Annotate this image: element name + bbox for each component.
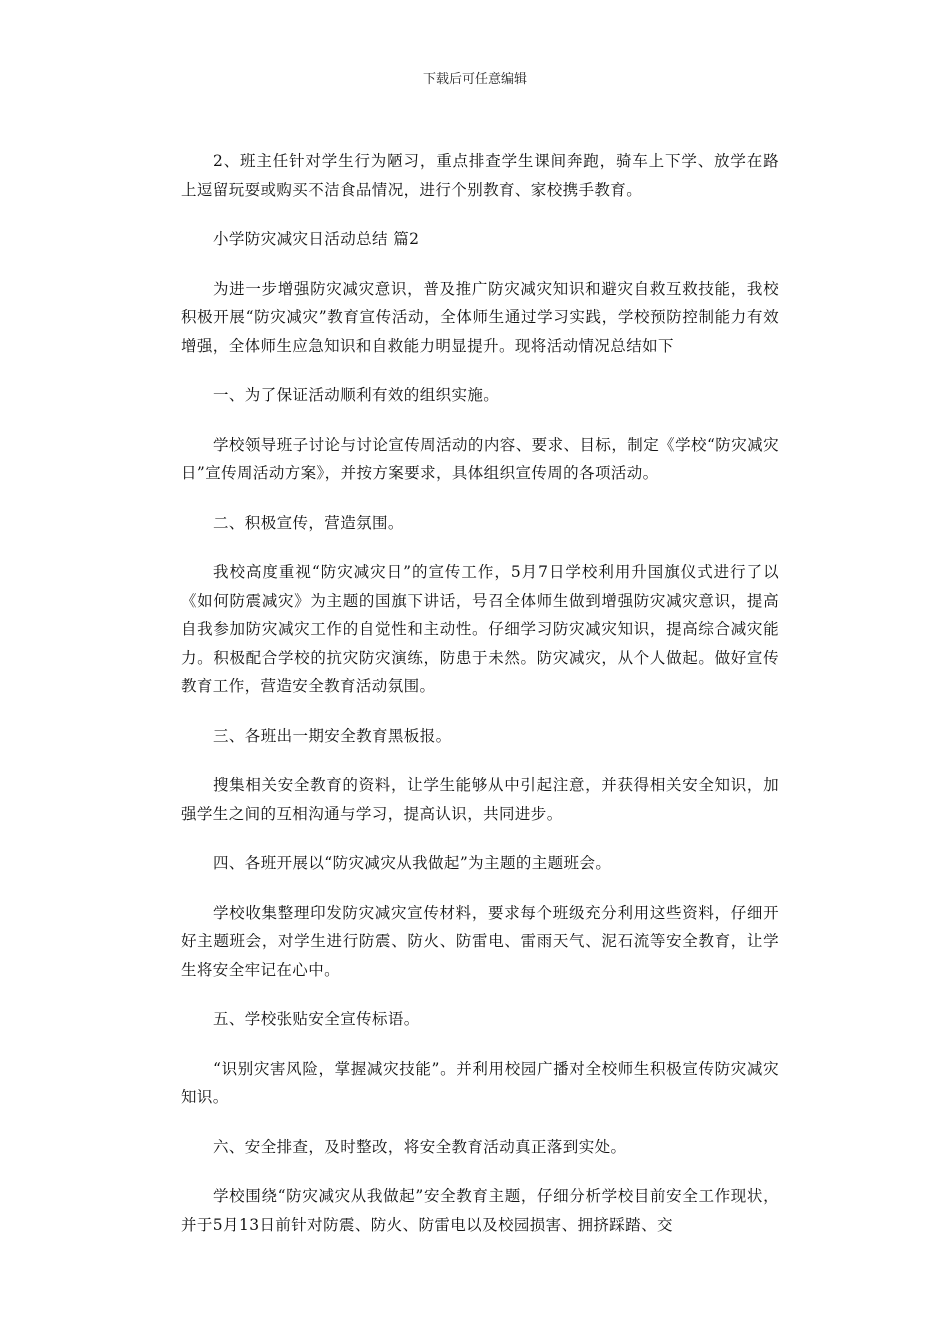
heading-item-2: 二、积极宣传，营造氛围。: [213, 513, 404, 532]
heading-item-6: 六、安全排查，及时整改，将安全教育活动真正落到实处。: [213, 1137, 627, 1156]
document-body: [181, 147, 779, 1260]
paragraph-item-1: 学校领导班子讨论与讨论宣传周活动的内容、要求、目标，制定《学校“防灾减灾日”宣传周活动方案》，并按方案要求，具体组织宣传周的各项活动。: [181, 435, 779, 482]
section-title-summary-part-2: 小学防灾减灾日活动总结 篇2: [213, 230, 420, 248]
heading-item-3: 三、各班出一期安全教育黑板报。: [213, 726, 452, 745]
paragraph-item-6: 学校围绕“防灾减灾从我做起”安全教育主题，仔细分析学校目前安全工作现状，并于5月13日前针对防震、防火、防雷电以及校园损害、拥挤踩踏、交: [181, 1187, 779, 1234]
paragraph-item-2: 我校高度重视“防灾减灾日”的宣传工作，5月7日学校利用升国旗仪式进行了以《如何防震减灾》为主题的国旗下讲话，号召全体师生做到增强防灾减灾意识，提高自我参加防灾减灾工作的自觉性和主动性。仔细学习防灾减灾知识，提高综合减灾能力。积极配合学校的抗灾防灾演练，防患于未然。防灾减灾，从个人做起。做好宣传教育工作，营造安全教育活动氛围。: [181, 563, 779, 695]
heading-item-4: 四、各班开展以“防灾减灾从我做起”为主题的主题班会。: [213, 854, 612, 872]
paragraph-item-3: 搜集相关安全教育的资料，让学生能够从中引起注意，并获得相关安全知识，加强学生之间的互相沟通与学习，提高认识，共同进步。: [181, 776, 779, 823]
paragraph-class-teacher-inspection: 2、班主任针对学生行为陋习，重点排查学生课间奔跑，骑车上下学、放学在路上逗留玩耍或购买不洁食品情况，进行个别教育、家校携手教育。: [181, 152, 779, 199]
paragraph-item-4: 学校收集整理印发防灾减灾宣传材料，要求每个班级充分利用这些资料，仔细开好主题班会，对学生进行防震、防火、防雷电、雷雨天气、泥石流等安全教育，让学生将安全牢记在心中。: [181, 903, 779, 979]
heading-item-1: 一、为了保证活动顺利有效的组织实施。: [213, 386, 500, 404]
paragraph-item-5: “识别灾害风险，掌握减灾技能”。并利用校园广播对全校师生积极宣传防灾减灾知识。: [181, 1059, 779, 1106]
heading-item-5: 五、学校张贴安全宣传标语。: [213, 1010, 420, 1028]
page-header: 下载后可任意编辑: [422, 72, 527, 87]
paragraph-introduction: 为进一步增强防灾减灾意识，普及推广防灾减灾知识和避灾自救互救技能，我校积极开展“防灾减灾”教育宣传活动，全体师生通过学习实践，学校预防控制能力有效增强，全体师生应急知识和自救能力明显提升。现将活动情况总结如下: [181, 279, 779, 355]
